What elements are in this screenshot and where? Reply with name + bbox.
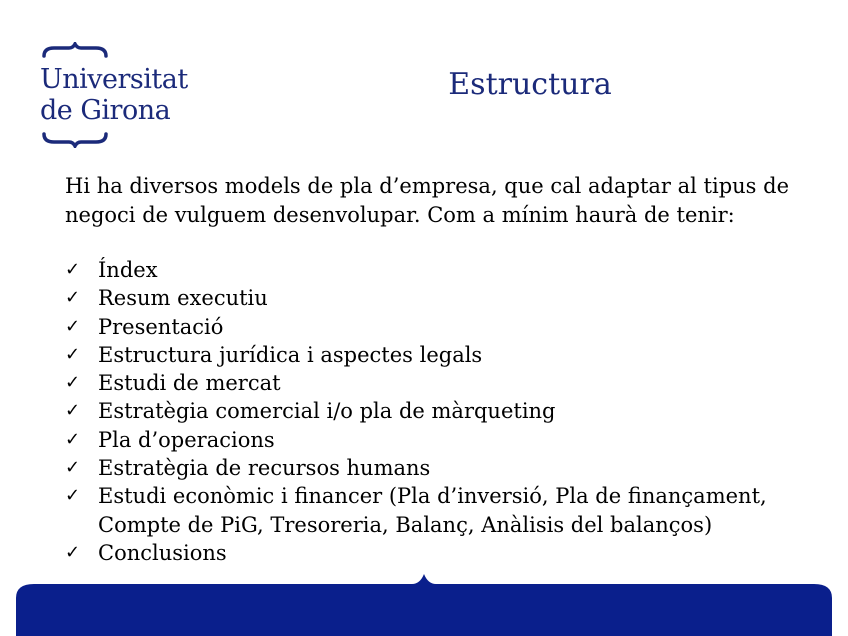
logo-text-line1: Universitat bbox=[40, 64, 188, 95]
checklist-item-label: Estudi econòmic i financer (Pla d’inversió, Pla de finançament, Compte de PiG, Tresoreria, Balanç, Anàlisis del balanços) bbox=[98, 484, 767, 537]
checklist-item bbox=[65, 539, 805, 567]
checklist-item-label: Presentació bbox=[98, 314, 224, 339]
footer-band bbox=[0, 570, 848, 636]
checklist-item bbox=[65, 397, 805, 425]
brace-bottom-icon bbox=[42, 132, 108, 148]
checklist-item bbox=[65, 369, 805, 397]
checkmark-icon: ✓ bbox=[65, 428, 81, 450]
checklist-item-label: Conclusions bbox=[98, 540, 227, 565]
checklist-item-label: Estratègia de recursos humans bbox=[98, 456, 431, 481]
checkmark-icon: ✓ bbox=[65, 343, 81, 365]
checklist-item bbox=[65, 313, 805, 341]
logo-text-line2: de Girona bbox=[40, 95, 171, 126]
slide-title: Estructura bbox=[448, 67, 612, 102]
brace-top-icon bbox=[42, 42, 108, 58]
checkmark-icon: ✓ bbox=[65, 372, 81, 394]
checklist bbox=[65, 256, 805, 567]
checklist-item bbox=[65, 284, 805, 312]
checkmark-icon: ✓ bbox=[65, 315, 81, 337]
checklist-item-label: Índex bbox=[98, 258, 158, 282]
checklist-item bbox=[65, 256, 805, 284]
checklist-item bbox=[65, 426, 805, 454]
checklist-item-label: Estratègia comercial i/o pla de màrqueting bbox=[98, 399, 556, 424]
checklist-item-label: Resum executiu bbox=[98, 286, 268, 311]
checkmark-icon: ✓ bbox=[65, 400, 81, 422]
checklist-item-label: Pla d’operacions bbox=[98, 427, 275, 452]
checkmark-icon: ✓ bbox=[65, 259, 81, 280]
checkmark-icon: ✓ bbox=[65, 287, 81, 309]
checkmark-icon: ✓ bbox=[65, 541, 81, 563]
intro-paragraph: Hi ha diversos models de pla d’empresa, que cal adaptar al tipus de negoci de vulguem desenvolupar. Com a mínim haurà de tenir: bbox=[65, 174, 789, 227]
checklist-item-label: Estudi de mercat bbox=[98, 371, 281, 396]
checklist-item bbox=[65, 454, 805, 482]
checklist-item bbox=[65, 341, 805, 369]
checkmark-icon: ✓ bbox=[65, 457, 81, 479]
checklist-item bbox=[65, 482, 805, 539]
university-logo bbox=[38, 40, 208, 155]
checklist-item-label: Estructura jurídica i aspectes legals bbox=[98, 342, 483, 367]
checkmark-icon: ✓ bbox=[65, 485, 81, 507]
